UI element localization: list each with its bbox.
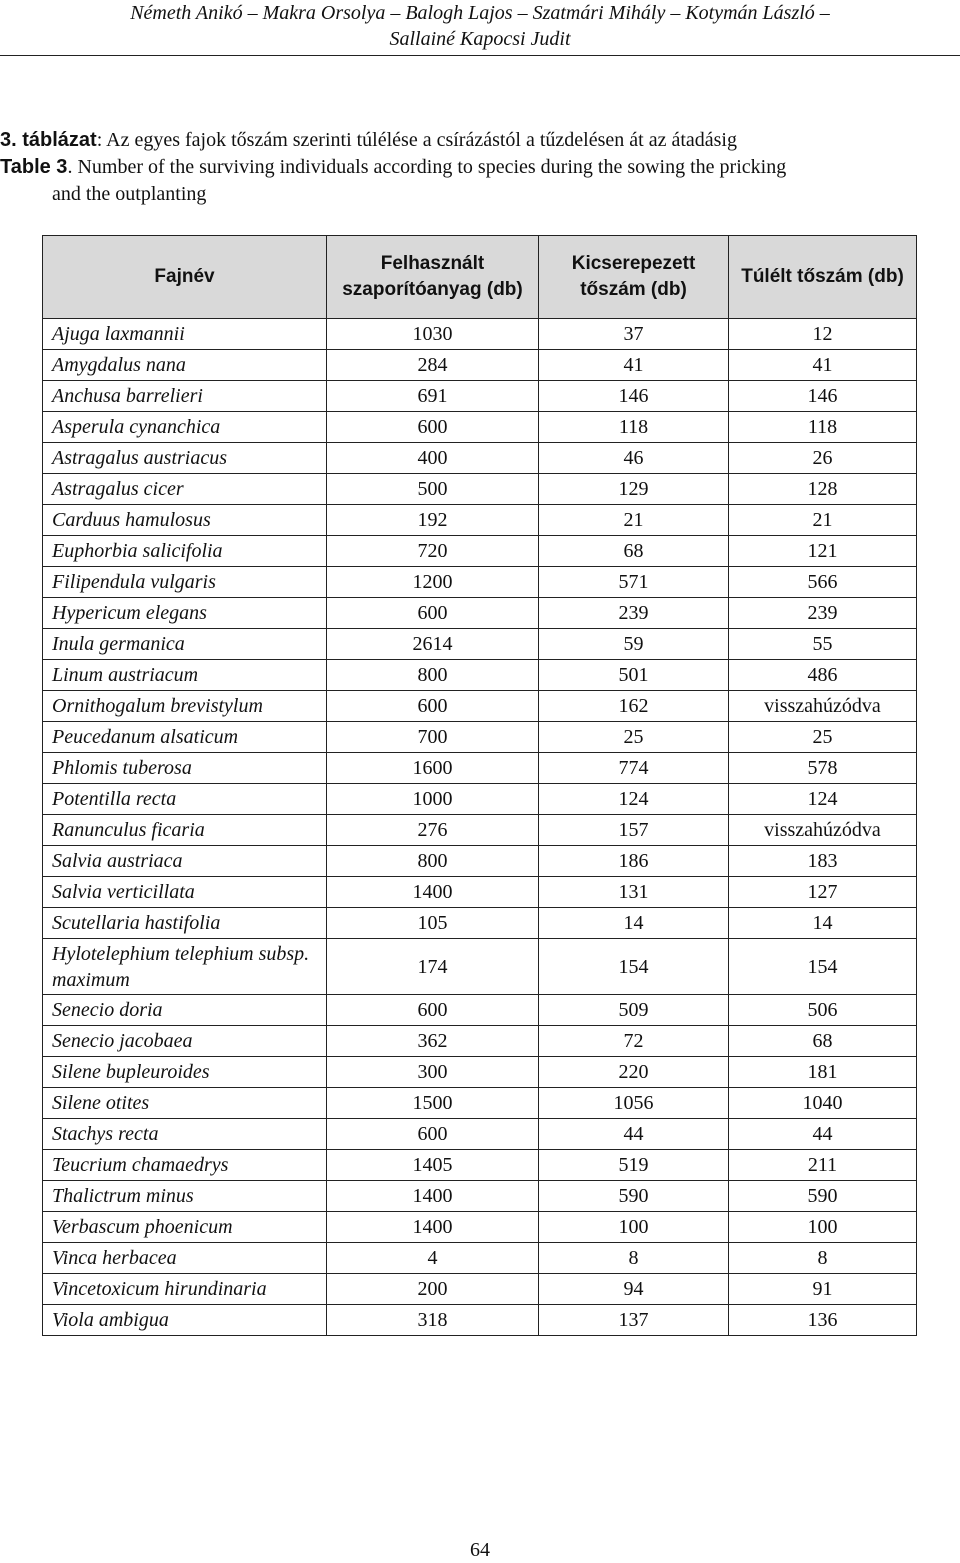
species-cell: Ranunculus ficaria (43, 815, 327, 846)
propagation-material-cell: 174 (327, 939, 539, 995)
species-cell: Ajuga laxmannii (43, 319, 327, 350)
surviving-count-cell: 181 (729, 1057, 917, 1088)
table-body (43, 319, 917, 1336)
table-row (43, 815, 917, 846)
table-row (43, 567, 917, 598)
caption-english (0, 154, 960, 208)
potted-count-cell: 519 (539, 1150, 729, 1181)
potted-count-cell: 72 (539, 1026, 729, 1057)
table-row (43, 877, 917, 908)
species-cell: Inula germanica (43, 629, 327, 660)
potted-count-cell: 68 (539, 536, 729, 567)
table-row (43, 660, 917, 691)
potted-count-cell: 59 (539, 629, 729, 660)
table-row (43, 939, 917, 995)
species-cell: Hylotelephium telephium subsp. maximum (43, 939, 327, 995)
table-row (43, 1181, 917, 1212)
species-cell: Potentilla recta (43, 784, 327, 815)
running-header-authors: Németh Anikó – Makra Orsolya – Balogh Lajos – Szatmári Mihály – Kotymán László – (130, 2, 830, 24)
table-row (43, 908, 917, 939)
table-row (43, 691, 917, 722)
propagation-material-cell: 105 (327, 908, 539, 939)
table-row (43, 784, 917, 815)
potted-count-cell: 118 (539, 412, 729, 443)
propagation-material-cell: 800 (327, 846, 539, 877)
surviving-count-cell: 128 (729, 474, 917, 505)
surviving-count-cell: visszahúzódva (729, 691, 917, 722)
table-row (43, 753, 917, 784)
table-row (43, 629, 917, 660)
species-cell: Verbascum phoenicum (43, 1212, 327, 1243)
potted-count-cell: 46 (539, 443, 729, 474)
potted-count-cell: 137 (539, 1305, 729, 1336)
species-cell: Thalictrum minus (43, 1181, 327, 1212)
species-survival-table (42, 235, 917, 1336)
propagation-material-cell: 400 (327, 443, 539, 474)
species-cell: Carduus hamulosus (43, 505, 327, 536)
potted-count-cell: 239 (539, 598, 729, 629)
potted-count-cell: 509 (539, 995, 729, 1026)
species-cell: Scutellaria hastifolia (43, 908, 327, 939)
table-row (43, 412, 917, 443)
propagation-material-cell: 1000 (327, 784, 539, 815)
table-row (43, 1305, 917, 1336)
surviving-count-cell: 44 (729, 1119, 917, 1150)
species-cell: Euphorbia salicifolia (43, 536, 327, 567)
table-row (43, 722, 917, 753)
potted-count-cell: 154 (539, 939, 729, 995)
potted-count-cell: 25 (539, 722, 729, 753)
page-number: 64 (470, 1539, 490, 1561)
surviving-count-cell: 91 (729, 1274, 917, 1305)
surviving-count-cell: 154 (729, 939, 917, 995)
potted-count-cell: 41 (539, 350, 729, 381)
species-cell: Amygdalus nana (43, 350, 327, 381)
table-row (43, 536, 917, 567)
propagation-material-cell: 600 (327, 995, 539, 1026)
surviving-count-cell: 183 (729, 846, 917, 877)
species-cell: Salvia verticillata (43, 877, 327, 908)
running-header (0, 0, 960, 52)
species-cell: Silene otites (43, 1088, 327, 1119)
surviving-count-cell: 121 (729, 536, 917, 567)
propagation-material-cell: 1500 (327, 1088, 539, 1119)
propagation-material-cell: 4 (327, 1243, 539, 1274)
table-row (43, 846, 917, 877)
propagation-material-cell: 600 (327, 691, 539, 722)
caption-hungarian (0, 127, 960, 154)
propagation-material-cell: 318 (327, 1305, 539, 1336)
surviving-count-cell: 12 (729, 319, 917, 350)
table-row (43, 474, 917, 505)
column-header-species: Fajnév (43, 236, 327, 319)
surviving-count-cell: 41 (729, 350, 917, 381)
propagation-material-cell: 700 (327, 722, 539, 753)
surviving-count-cell: 1040 (729, 1088, 917, 1119)
surviving-count-cell: 578 (729, 753, 917, 784)
surviving-count-cell: 8 (729, 1243, 917, 1274)
surviving-count-cell: 55 (729, 629, 917, 660)
surviving-count-cell: 566 (729, 567, 917, 598)
surviving-count-cell: 118 (729, 412, 917, 443)
potted-count-cell: 774 (539, 753, 729, 784)
species-cell: Salvia austriaca (43, 846, 327, 877)
propagation-material-cell: 192 (327, 505, 539, 536)
caption-hu-label: 3. táblázat (0, 129, 97, 151)
surviving-count-cell: 506 (729, 995, 917, 1026)
species-cell: Vincetoxicum hirundinaria (43, 1274, 327, 1305)
species-cell: Senecio doria (43, 995, 327, 1026)
potted-count-cell: 131 (539, 877, 729, 908)
surviving-count-cell: 146 (729, 381, 917, 412)
surviving-count-cell: 211 (729, 1150, 917, 1181)
table-row (43, 1243, 917, 1274)
column-header-propagation-material: Felhasznált szaporítóanyag (db) (327, 236, 539, 319)
table-header-row (43, 236, 917, 319)
propagation-material-cell: 2614 (327, 629, 539, 660)
potted-count-cell: 8 (539, 1243, 729, 1274)
propagation-material-cell: 1400 (327, 1181, 539, 1212)
potted-count-cell: 129 (539, 474, 729, 505)
propagation-material-cell: 500 (327, 474, 539, 505)
surviving-count-cell: 486 (729, 660, 917, 691)
species-cell: Silene bupleuroides (43, 1057, 327, 1088)
propagation-material-cell: 300 (327, 1057, 539, 1088)
column-header-potted-count: Kicserepezett tőszám (db) (539, 236, 729, 319)
table-row (43, 350, 917, 381)
running-header-authors-cont: Sallainé Kapocsi Judit (389, 28, 571, 50)
surviving-count-cell: 239 (729, 598, 917, 629)
species-cell: Vinca herbacea (43, 1243, 327, 1274)
table-caption (0, 127, 960, 208)
potted-count-cell: 146 (539, 381, 729, 412)
species-cell: Ornithogalum brevistylum (43, 691, 327, 722)
caption-en-text-cont: and the outplanting (52, 183, 207, 205)
table-row (43, 1026, 917, 1057)
potted-count-cell: 94 (539, 1274, 729, 1305)
surviving-count-cell: 590 (729, 1181, 917, 1212)
table-row (43, 505, 917, 536)
table-row (43, 443, 917, 474)
potted-count-cell: 501 (539, 660, 729, 691)
species-cell: Astragalus austriacus (43, 443, 327, 474)
propagation-material-cell: 600 (327, 598, 539, 629)
table-row (43, 1212, 917, 1243)
propagation-material-cell: 200 (327, 1274, 539, 1305)
potted-count-cell: 186 (539, 846, 729, 877)
propagation-material-cell: 1600 (327, 753, 539, 784)
potted-count-cell: 21 (539, 505, 729, 536)
species-cell: Phlomis tuberosa (43, 753, 327, 784)
table-row (43, 1150, 917, 1181)
potted-count-cell: 590 (539, 1181, 729, 1212)
surviving-count-cell: 100 (729, 1212, 917, 1243)
surviving-count-cell: 136 (729, 1305, 917, 1336)
species-cell: Viola ambigua (43, 1305, 327, 1336)
caption-hu-text: : Az egyes fajok tőszám szerinti túlélése a csírázástól a tűzdelésen át az átadásig (96, 129, 737, 151)
surviving-count-cell: 127 (729, 877, 917, 908)
table-row (43, 1274, 917, 1305)
species-cell: Peucedanum alsaticum (43, 722, 327, 753)
surviving-count-cell: visszahúzódva (729, 815, 917, 846)
species-cell: Filipendula vulgaris (43, 567, 327, 598)
surviving-count-cell: 14 (729, 908, 917, 939)
table-row (43, 1057, 917, 1088)
species-cell: Asperula cynanchica (43, 412, 327, 443)
potted-count-cell: 100 (539, 1212, 729, 1243)
table-row (43, 1119, 917, 1150)
caption-en-text: . Number of the surviving individuals according to species during the sowing the pricking (67, 156, 787, 178)
species-cell: Stachys recta (43, 1119, 327, 1150)
potted-count-cell: 1056 (539, 1088, 729, 1119)
potted-count-cell: 220 (539, 1057, 729, 1088)
propagation-material-cell: 691 (327, 381, 539, 412)
table-row (43, 1088, 917, 1119)
propagation-material-cell: 276 (327, 815, 539, 846)
surviving-count-cell: 21 (729, 505, 917, 536)
potted-count-cell: 162 (539, 691, 729, 722)
header-divider (0, 55, 960, 56)
table-row (43, 319, 917, 350)
potted-count-cell: 44 (539, 1119, 729, 1150)
propagation-material-cell: 800 (327, 660, 539, 691)
propagation-material-cell: 1400 (327, 877, 539, 908)
table-row (43, 598, 917, 629)
propagation-material-cell: 362 (327, 1026, 539, 1057)
propagation-material-cell: 1400 (327, 1212, 539, 1243)
propagation-material-cell: 284 (327, 350, 539, 381)
potted-count-cell: 124 (539, 784, 729, 815)
propagation-material-cell: 600 (327, 1119, 539, 1150)
surviving-count-cell: 68 (729, 1026, 917, 1057)
column-header-surviving-count: Túlélt tőszám (db) (729, 236, 917, 319)
surviving-count-cell: 25 (729, 722, 917, 753)
species-cell: Teucrium chamaedrys (43, 1150, 327, 1181)
table-row (43, 381, 917, 412)
species-cell: Anchusa barrelieri (43, 381, 327, 412)
potted-count-cell: 157 (539, 815, 729, 846)
potted-count-cell: 14 (539, 908, 729, 939)
propagation-material-cell: 720 (327, 536, 539, 567)
surviving-count-cell: 124 (729, 784, 917, 815)
potted-count-cell: 37 (539, 319, 729, 350)
species-cell: Senecio jacobaea (43, 1026, 327, 1057)
potted-count-cell: 571 (539, 567, 729, 598)
species-cell: Hypericum elegans (43, 598, 327, 629)
caption-en-label: Table 3 (0, 156, 68, 178)
propagation-material-cell: 1030 (327, 319, 539, 350)
propagation-material-cell: 1405 (327, 1150, 539, 1181)
propagation-material-cell: 600 (327, 412, 539, 443)
surviving-count-cell: 26 (729, 443, 917, 474)
propagation-material-cell: 1200 (327, 567, 539, 598)
species-cell: Astragalus cicer (43, 474, 327, 505)
species-cell: Linum austriacum (43, 660, 327, 691)
table-row (43, 995, 917, 1026)
